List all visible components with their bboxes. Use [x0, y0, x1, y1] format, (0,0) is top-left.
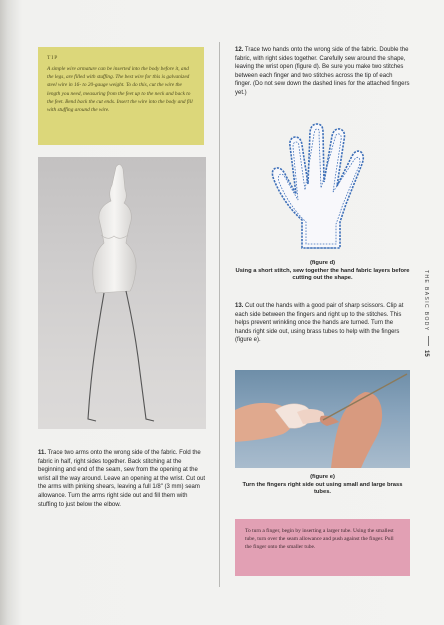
mannequin-photo: [38, 157, 206, 429]
column-divider: [219, 42, 220, 587]
hand-outline-drawing: [266, 120, 380, 252]
turning-fingers-photo: [235, 370, 410, 468]
hands-with-tube-figure: [235, 370, 410, 468]
tip-label: TIP: [47, 55, 59, 61]
tip-text: A simple wire armature can be inserted into the body before it, and the legs, are filled with stuffing. The best wire for this is galvanized steel wire in 16- to 20-gauge weight. To do this, cut the wire the length you need, measuring from the feet up to the neck and back to the feet. Bend back the cut ends. Insert the wire into the body and fill with stuffing around the wire.: [47, 66, 193, 114]
running-head-title: THE BASIC BODY: [423, 270, 429, 332]
tip-box: [38, 47, 204, 145]
figure-e-caption: [235, 474, 410, 497]
step-11-number: 11.: [38, 450, 47, 456]
running-head: [423, 270, 435, 360]
running-head-rule: [428, 336, 429, 346]
figure-e-label: (figure e): [310, 474, 335, 480]
figure-d-caption: [235, 260, 410, 283]
step-12-number: 12.: [235, 47, 244, 53]
step-13: [235, 302, 410, 345]
page-number: 15: [423, 350, 429, 357]
note-text: To turn a finger, begin by inserting a larger tube. Using the smallest tube, turn over the seam allowance and push against the finger. Pull the finger onto the smaller tube.: [245, 528, 394, 551]
figure-d-label: (figure d): [309, 260, 336, 266]
hand-pattern-figure: [266, 120, 380, 252]
figure-e-caption-text: Turn the fingers right side out using small and large brass tubes.: [242, 481, 403, 496]
step-13-number: 13.: [235, 303, 244, 309]
step-13-text: Cut out the hands with a good pair of sharp scissors. Clip at each side between the fingers and right up to the stitches. This helps prevent wrinkling once the hands are turned. Turn the hands right side out, using brass tubes to help with the fingers (figure e).: [235, 303, 404, 344]
step-12-text: Trace two hands onto the wrong side of the fabric. Double the fabric, with right sides together. Carefully sew around the shape, leaving the wrist open (figure d). Be sure you make two stitches between each finger and two stitches across the tip of each finger. (Do not sew down the dashed lines for the attached fingers yet.): [235, 47, 410, 96]
step-11-text: Trace two arms onto the wrong side of the fabric. Fold the fabric in half, right sides together. Back stitching at the beginning and end of the seam, sew from the opening at the wrist all the way around. Leave an opening at the wrist. Cut out the arms with pinking shears, leaving a full 1/8" (3 mm) seam allowance. Turn the arms right side out and fill them with stuffing to just below the elbow.: [38, 450, 206, 508]
note-box: [235, 519, 410, 576]
mannequin-figure: [38, 157, 206, 429]
step-11: [38, 449, 206, 509]
figure-d-caption-text: Using a short stitch, sew together the hand fabric layers before cutting out the shape.: [235, 267, 410, 282]
step-12: [235, 46, 410, 98]
